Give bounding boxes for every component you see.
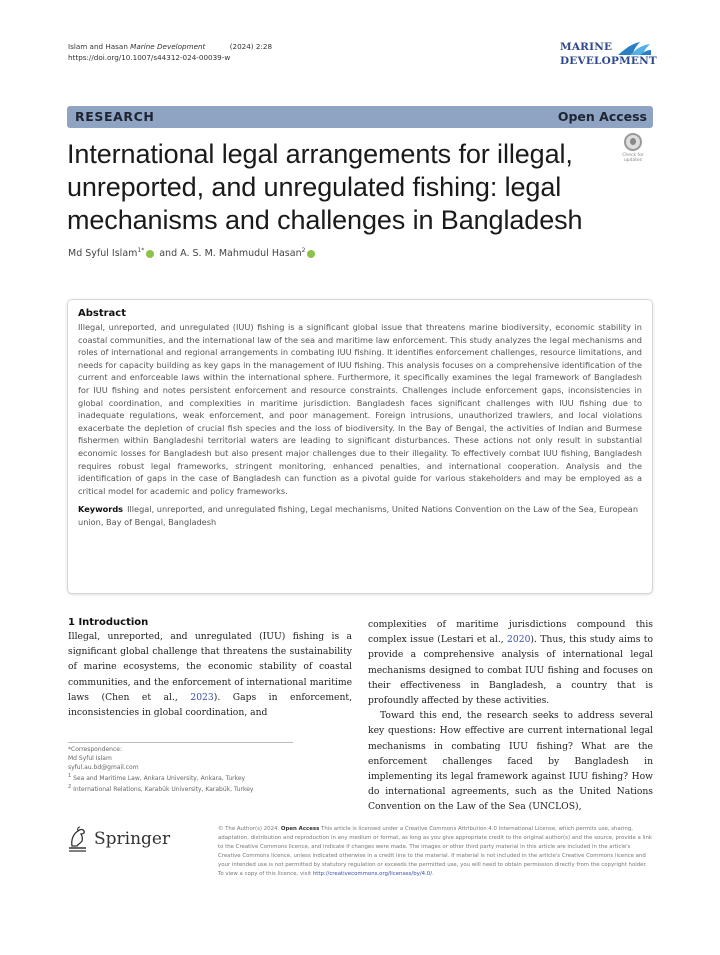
abstract-text: Illegal, unreported, and unregulated (IUU) fishing is a significant global issue that threatens marine biodiversity, economic stability in coastal communities, and the international law of the sea and maritime law enforcement. This study analyzes the legal mechanisms and roles of international and regional arrangements in combating IUU fishing. It identifies enforcement challenges, resource limitations, and needs for capacity building as key gaps in the management of IUU fishing. This analysis focuses on a comprehensive identification of the current and enforceable laws within the international sphere. Furthermore, it specifically examines the legal framework of Bangladesh for IUU fishing and notes persistent enforcement and resource constraints. Challenges include enforcement gaps, inconsistencies in global coordination, and complexities in maritime jurisdiction. Bangladesh faces significant challenges with IUU fishing due to inadequate regulations, weak enforcement, and poor management. Foreign intrusions, unauthorized trawlers, and local violations exacerbate the depletion of crucial fish species and the loss of biodiversity. In the Bay of Bengal, the activities of Indian and Burmese fishermen within Bangladeshi territorial waters are leading to significant disturbances. These actions not only result in substantial economic losses for Bangladesh but also present major challenges due to their illegality. To effectively combat IUU fishing, Bangladesh requires robust legal frameworks, stringent monitoring, enhanced penalties, and international cooperation. Analysis and the identification of gaps in the case of Bangladesh can function as a pivotal guide for various stakeholders and may be employed as a critical model for academic and policy frameworks. (78, 322, 642, 496)
orcid-icon[interactable] (307, 250, 315, 258)
check-for-updates-badge[interactable] (618, 133, 648, 169)
affiliation-2 (68, 783, 253, 794)
abstract-heading: Abstract (78, 308, 127, 319)
publisher-name: Springer (94, 829, 171, 849)
citation-link[interactable]: 2023 (190, 691, 214, 703)
footnote-divider (68, 742, 293, 743)
journal-logo (560, 38, 656, 76)
running-head (68, 41, 272, 63)
running-head-journal: Marine Development (130, 42, 206, 51)
author-connector: and (156, 248, 181, 260)
orcid-icon[interactable] (146, 250, 154, 258)
author-affiliation-sup: 1* (137, 247, 145, 254)
affiliation-text: Sea and Maritime Law, Ankara University, Ankara, Turkey (73, 775, 246, 782)
wave-icon (616, 40, 652, 56)
logo-line-1: MARINE (560, 41, 613, 53)
section-heading: 1 Introduction (68, 617, 149, 628)
article-type-banner (67, 106, 653, 128)
running-head-authors: Islam and Hasan (68, 42, 128, 51)
intro-paragraph-1 (68, 629, 352, 720)
open-access-label: Open Access (557, 109, 647, 124)
keywords-label: Keywords (78, 504, 124, 515)
text-run: ). Thus, this study aims to provide a comprehensive analysis of international legal mechanisms designed to combat IUU fishing and focuses on their effectiveness in Bangladesh, a country that is profoundly affected by these activities. (368, 634, 653, 707)
check-updates-line1: Check for (622, 153, 644, 158)
intro-paragraph-1-cont (368, 617, 653, 708)
correspondence-label: *Correspondence: (68, 746, 122, 753)
footnotes (68, 745, 253, 794)
keywords-list: Illegal, unreported, and unregulated fishing, Legal mechanisms, United Nations Convention on the Law of the Sea, European union, Bay of Bengal, Bangladesh (78, 504, 639, 527)
doi-link[interactable]: https://doi.org/10.1007/s44312-024-00039-w (68, 53, 231, 62)
author-list (68, 247, 317, 259)
affiliation-number: 1 (68, 773, 72, 779)
author-name[interactable]: A. S. M. Mahmudul Hasan (180, 248, 302, 260)
text-run: Illegal, unreported, and unregulated (IUU) fishing is a significant global challenge that threatens the sustainability of marine ecosystems, the economic stability of coastal communities, and the enforcement of international maritime laws (Chen et al., (68, 631, 352, 703)
text-run: . (432, 871, 434, 877)
author-affiliation-sup: 2 (301, 247, 306, 254)
correspondence-name: Md Syful Islam (68, 755, 112, 762)
affiliation-1 (68, 772, 253, 783)
intro-paragraph-2: Toward this end, the research seeks to address several key questions: How effective are current international legal mechanisms in combating IUU fishing? What are the enforcement challenges faced by Bangladesh in implementing its legal framework against IUU fishing? How do international agreements, such as the United Nations Convention on the Law of the Sea (UNCLOS), (368, 710, 653, 813)
license-link[interactable]: http://creativecommons.org/licenses/by/4.0/ (312, 871, 433, 877)
article-type-label: RESEARCH (75, 109, 155, 124)
keywords (78, 503, 642, 528)
text-run: complexities of maritime jurisdictions compound this complex issue (Lestari et al., (368, 619, 653, 646)
license-text (218, 825, 654, 879)
correspondence-email[interactable]: syful.au.bd@gmail.com (68, 764, 139, 771)
affiliation-text: International Relations, Karabük University, Karabük, Turkey (73, 786, 254, 793)
bookmark-icon (624, 133, 642, 151)
affiliation-number: 2 (68, 784, 72, 790)
open-access-bold: Open Access (280, 826, 320, 832)
running-head-citation: (2024) 2:28 (229, 42, 273, 51)
text-run: This article is licensed under a Creative Commons Attribution 4.0 International License, which permits use, sharing, adaptation, distribution and reproduction in any medium or format, as long as you give appropriate credit to the original author(s) and the source, provide a link to the Creative Commons licence, and indicate if changes were made. The images or other third party material in this article are included in the article's Creative Commons licence, unless indicated otherwise in a credit line to the material. If material is not included in the article's Creative Commons licence and your intended use is not permitted by statutory regulation or exceeds the permitted use, you will need to obtain permission directly from the copyright holder. To view a copy of this licence, visit (218, 826, 653, 877)
article-title: International legal arrangements for illegal, unreported, and unregulated fishing: legal mechanisms and challenges in Bangladesh (67, 139, 583, 235)
abstract-box (67, 299, 653, 594)
check-updates-line2: updates (623, 158, 643, 163)
logo-line-2: DEVELOPMENT (560, 55, 657, 67)
text-run: © The Author(s) 2024. (218, 826, 281, 832)
text-run: ). Gaps in enforcement, inconsistencies in global coordination, and (68, 691, 352, 719)
body-column-right (368, 617, 653, 815)
body-column-left (68, 617, 352, 720)
author-name[interactable]: Md Syful Islam (68, 248, 138, 260)
springer-horse-icon (68, 826, 88, 852)
citation-link[interactable]: 2020 (507, 634, 531, 646)
